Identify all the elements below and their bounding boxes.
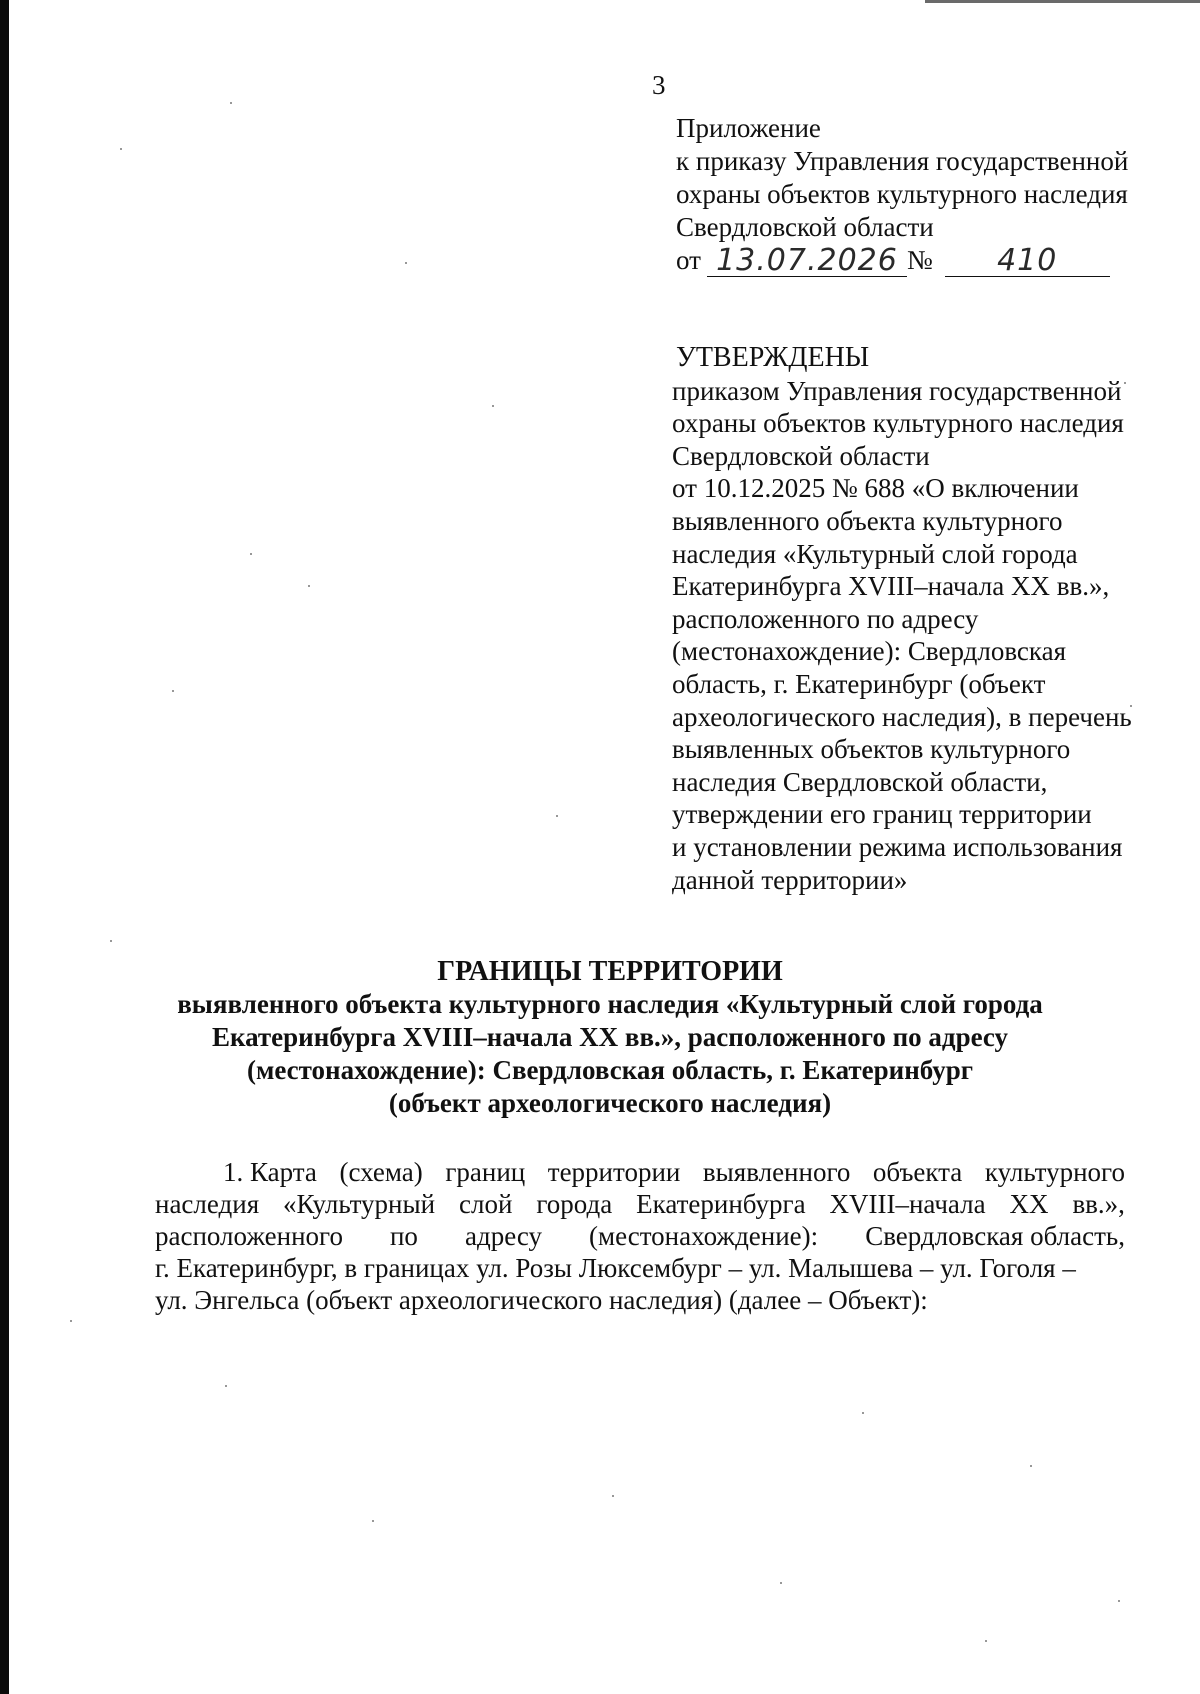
paragraph-row <box>155 1188 1125 1220</box>
paragraph-word: выявленного <box>702 1157 851 1187</box>
scan-edge-left <box>0 0 9 1694</box>
paragraph-row <box>155 1220 1125 1252</box>
title-line: выявленного объекта культурного наследия «Культурный слой города <box>177 989 1043 1019</box>
page-number: 3 <box>652 70 666 100</box>
appendix-line: Приложение <box>676 113 821 143</box>
handwritten-date: 13.07.2026 <box>707 246 907 277</box>
approved-line: выявленного объекта культурного <box>672 505 1063 536</box>
paragraph-word: вв.», <box>1072 1189 1125 1219</box>
paragraph-word: по <box>389 1221 418 1251</box>
date-prefix: от <box>676 245 701 275</box>
approved-heading: УТВЕРЖДЕНЫ <box>676 342 870 373</box>
title-line: (местонахождение): Свердловская область, г. Екатеринбург <box>246 1055 974 1085</box>
approved-line: охраны объектов культурного наследия <box>672 408 1124 439</box>
approved-line: Свердловской области <box>672 440 930 471</box>
paragraph-word: XVIII–начала <box>829 1189 986 1219</box>
paragraph-last-line: ул. Энгельса (объект археологического наследия) (далее – Объект): <box>155 1285 928 1315</box>
approved-line: выявленных объектов культурного <box>672 734 1071 765</box>
approved-line: утверждении его границ территории <box>672 799 1092 830</box>
approved-line: данной территории» <box>672 864 908 895</box>
number-sign: № <box>906 245 933 275</box>
approved-line: и установлении режима использования <box>672 831 1123 862</box>
scan-edge-top <box>925 0 1200 3</box>
paragraph-word: XX <box>1009 1189 1049 1219</box>
handwritten-number: 410 <box>945 246 1110 277</box>
approved-line: приказом Управления государственной <box>672 375 1122 406</box>
title-line: Екатеринбурга XVIII–начала XX вв.», расположенного по адресу <box>211 1022 1009 1052</box>
appendix-line: к приказу Управления государственной <box>676 146 1129 176</box>
paragraph-word: территории <box>547 1157 681 1187</box>
approved-line: от 10.12.2025 № 688 «О включении <box>672 473 1079 504</box>
appendix-block <box>676 112 1128 277</box>
paragraph-row <box>155 1252 1125 1284</box>
paragraph-word: Свердловская область, <box>865 1221 1125 1251</box>
appendix-line: Свердловской области <box>676 212 934 242</box>
paragraph-word: (схема) <box>339 1157 423 1187</box>
paragraph-word: г. Екатеринбург, в границах ул. Розы Люксембург – ул. Малышева – ул. Гоголя – <box>155 1253 1076 1283</box>
approved-line: Екатеринбурга XVIII–начала XX вв.», <box>672 571 1110 602</box>
approved-line: расположенного по адресу <box>672 603 979 634</box>
appendix-date-line <box>676 244 1128 277</box>
title-heading: ГРАНИЦЫ ТЕРРИТОРИИ <box>437 956 783 987</box>
title-line: (объект археологического наследия) <box>388 1088 832 1118</box>
approved-line: наследия Свердловской области, <box>672 766 1048 797</box>
paragraph-word: 1. Карта <box>223 1157 317 1187</box>
approved-line: археологического наследия), в перечень <box>672 701 1132 732</box>
paragraph-word: Екатеринбурга <box>636 1189 806 1219</box>
paragraph-word: адресу <box>464 1221 542 1251</box>
paragraph-word: города <box>536 1189 613 1219</box>
paragraph-word: (местонахождение): <box>589 1221 819 1251</box>
approved-line: область, г. Екатеринбург (объект <box>672 668 1046 699</box>
paragraph-1 <box>155 1156 1125 1316</box>
approved-line: наследия «Культурный слой города <box>672 538 1078 569</box>
paragraph-word: слой <box>459 1189 513 1219</box>
appendix-line: охраны объектов культурного наследия <box>676 179 1128 209</box>
paragraph-word: наследия <box>155 1189 260 1219</box>
document-title <box>140 955 1080 1120</box>
approved-body <box>672 375 1132 897</box>
paragraph-word: культурного <box>984 1157 1125 1187</box>
paragraph-word: расположенного <box>155 1221 343 1251</box>
paragraph-word: объекта <box>872 1157 963 1187</box>
paragraph-row <box>155 1156 1125 1188</box>
approved-block <box>672 342 1132 896</box>
paragraph-word: границ <box>445 1157 526 1187</box>
paragraph-word: «Культурный <box>283 1189 436 1219</box>
approved-line: (местонахождение): Свердловская <box>672 636 1067 667</box>
